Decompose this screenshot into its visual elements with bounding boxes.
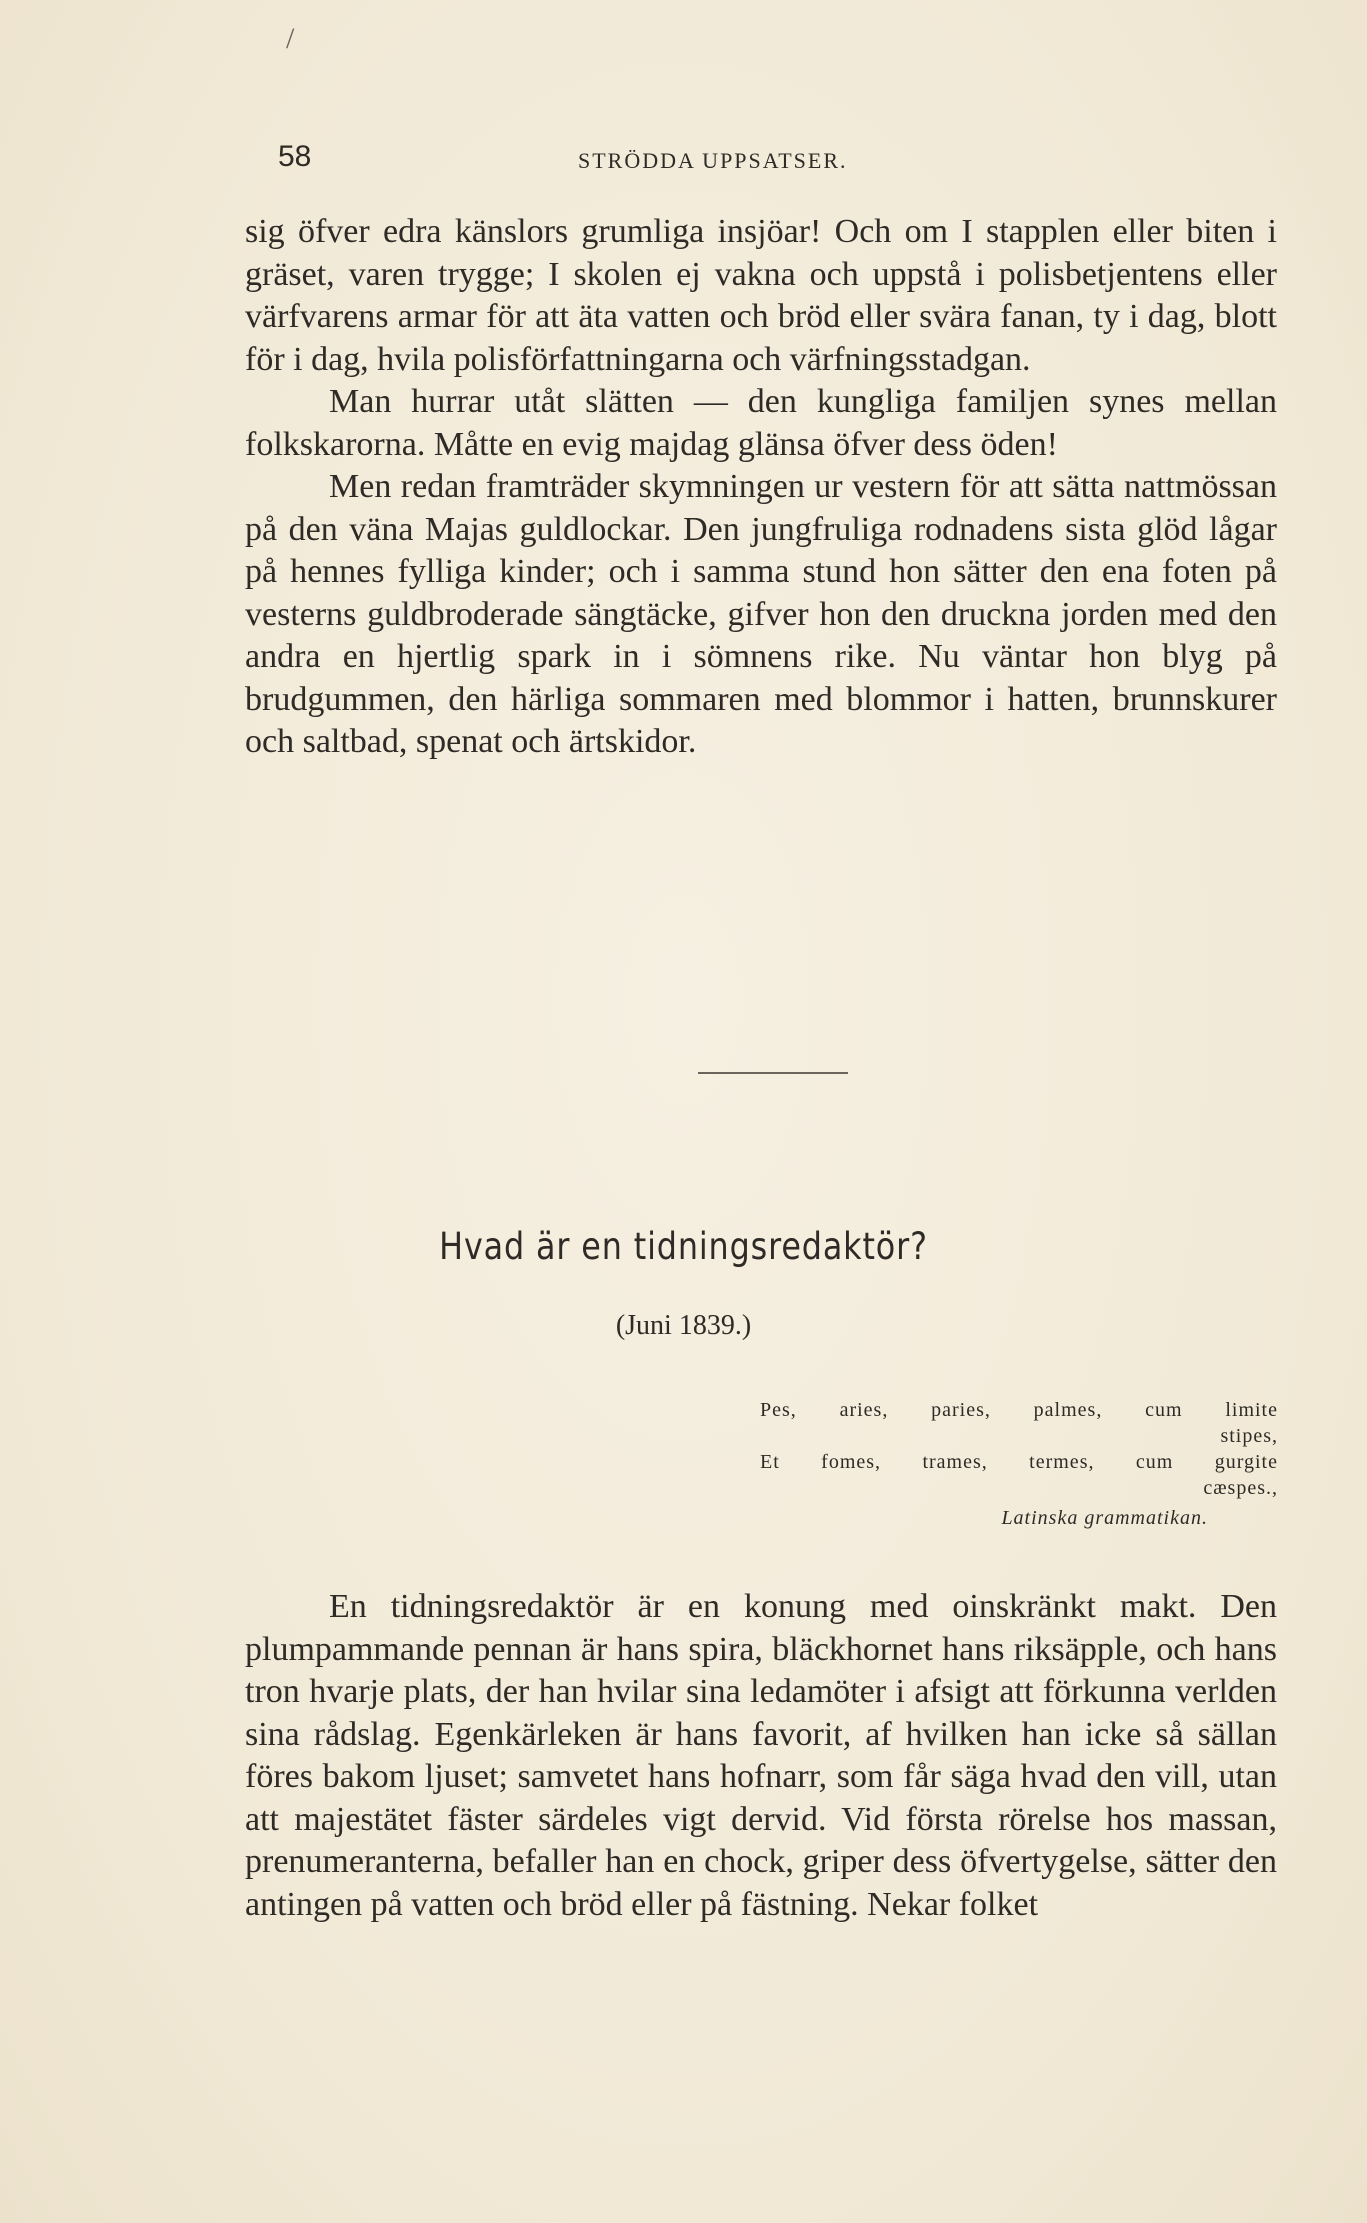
running-head (278, 140, 1278, 180)
paragraph: Men redan framträder skymningen ur vestern för att sätta nattmössan på den väna Majas guldlockar. Den jungfruliga rodnadens sista glöd lågar på hennes fylliga kinder; och i samma stund hon sätter den ena foten på vesterns guldbroderade sängtäcke, gifver hon den druckna jorden med den andra en hjertlig spark in i sömnens rike. Nu väntar hon blyg på brudgummen, den härliga sommaren med blommor i hatten, brunnskurer och saltbad, spenat och ärtskidor. (245, 468, 1277, 760)
paragraph: En tidningsredaktör är en konung med oinskränkt makt. Den plumpammande pennan är hans spira, bläckhornet hans riksäpple, och hans tron hvarje plats, der han hvilar sina ledamöter i afsigt att förkunna verlden sina rådslag. Egenkärleken är hans favorit, af hvilken han icke så sällan föres bakom ljuset; samvetet hans hofnarr, som får säga hvad den vill, utan att majestätet fäster särdeles vigt dervid. Vid första rörelse hos massan, prenumeranterna, befaller han en chock, griper dess öfvertygelse, sätter den antingen på vatten och bröd eller på fästning. Nekar folket (245, 1588, 1277, 1923)
stray-pen-mark: / (286, 22, 295, 55)
running-title: STRÖDDA UPPSATSER. (578, 148, 848, 173)
epigraph-source: Latinska grammatikan. (1001, 1507, 1208, 1529)
article-date: (Juni 1839.) (615, 1310, 752, 1341)
epigraph-line-continuation: stipes, (1220, 1425, 1278, 1447)
page-number: 58 (278, 140, 312, 173)
article-title: Hvad är en tidningsredaktör? (439, 1225, 928, 1268)
paragraph: sig öfver edra känslors grumliga insjöar! Och om I stapplen eller biten i gräset, varen trygge; I skolen ej vakna och uppstå i polisbetjentens eller värfvarens armar för att äta vatten och bröd eller svära fanan, ty i dag, blott för i dag, hvila polisförfattningarna och värfningsstadgan. (245, 213, 1277, 378)
epigraph (760, 1397, 1278, 1531)
epigraph-line: Et fomes, trames, termes, cum gurgite (760, 1451, 1278, 1473)
epigraph-line-continuation: cæspes., (1203, 1477, 1278, 1499)
article-body (245, 1586, 1277, 1926)
epigraph-line: Pes, aries, paries, palmes, cum limite (760, 1399, 1278, 1421)
continued-text (245, 211, 1277, 764)
section-divider (698, 1072, 848, 1074)
paragraph: Man hurrar utåt slätten — den kungliga familjen synes mellan folkskarorna. Måtte en evig majdag glänsa öfver dess öden! (245, 383, 1277, 463)
